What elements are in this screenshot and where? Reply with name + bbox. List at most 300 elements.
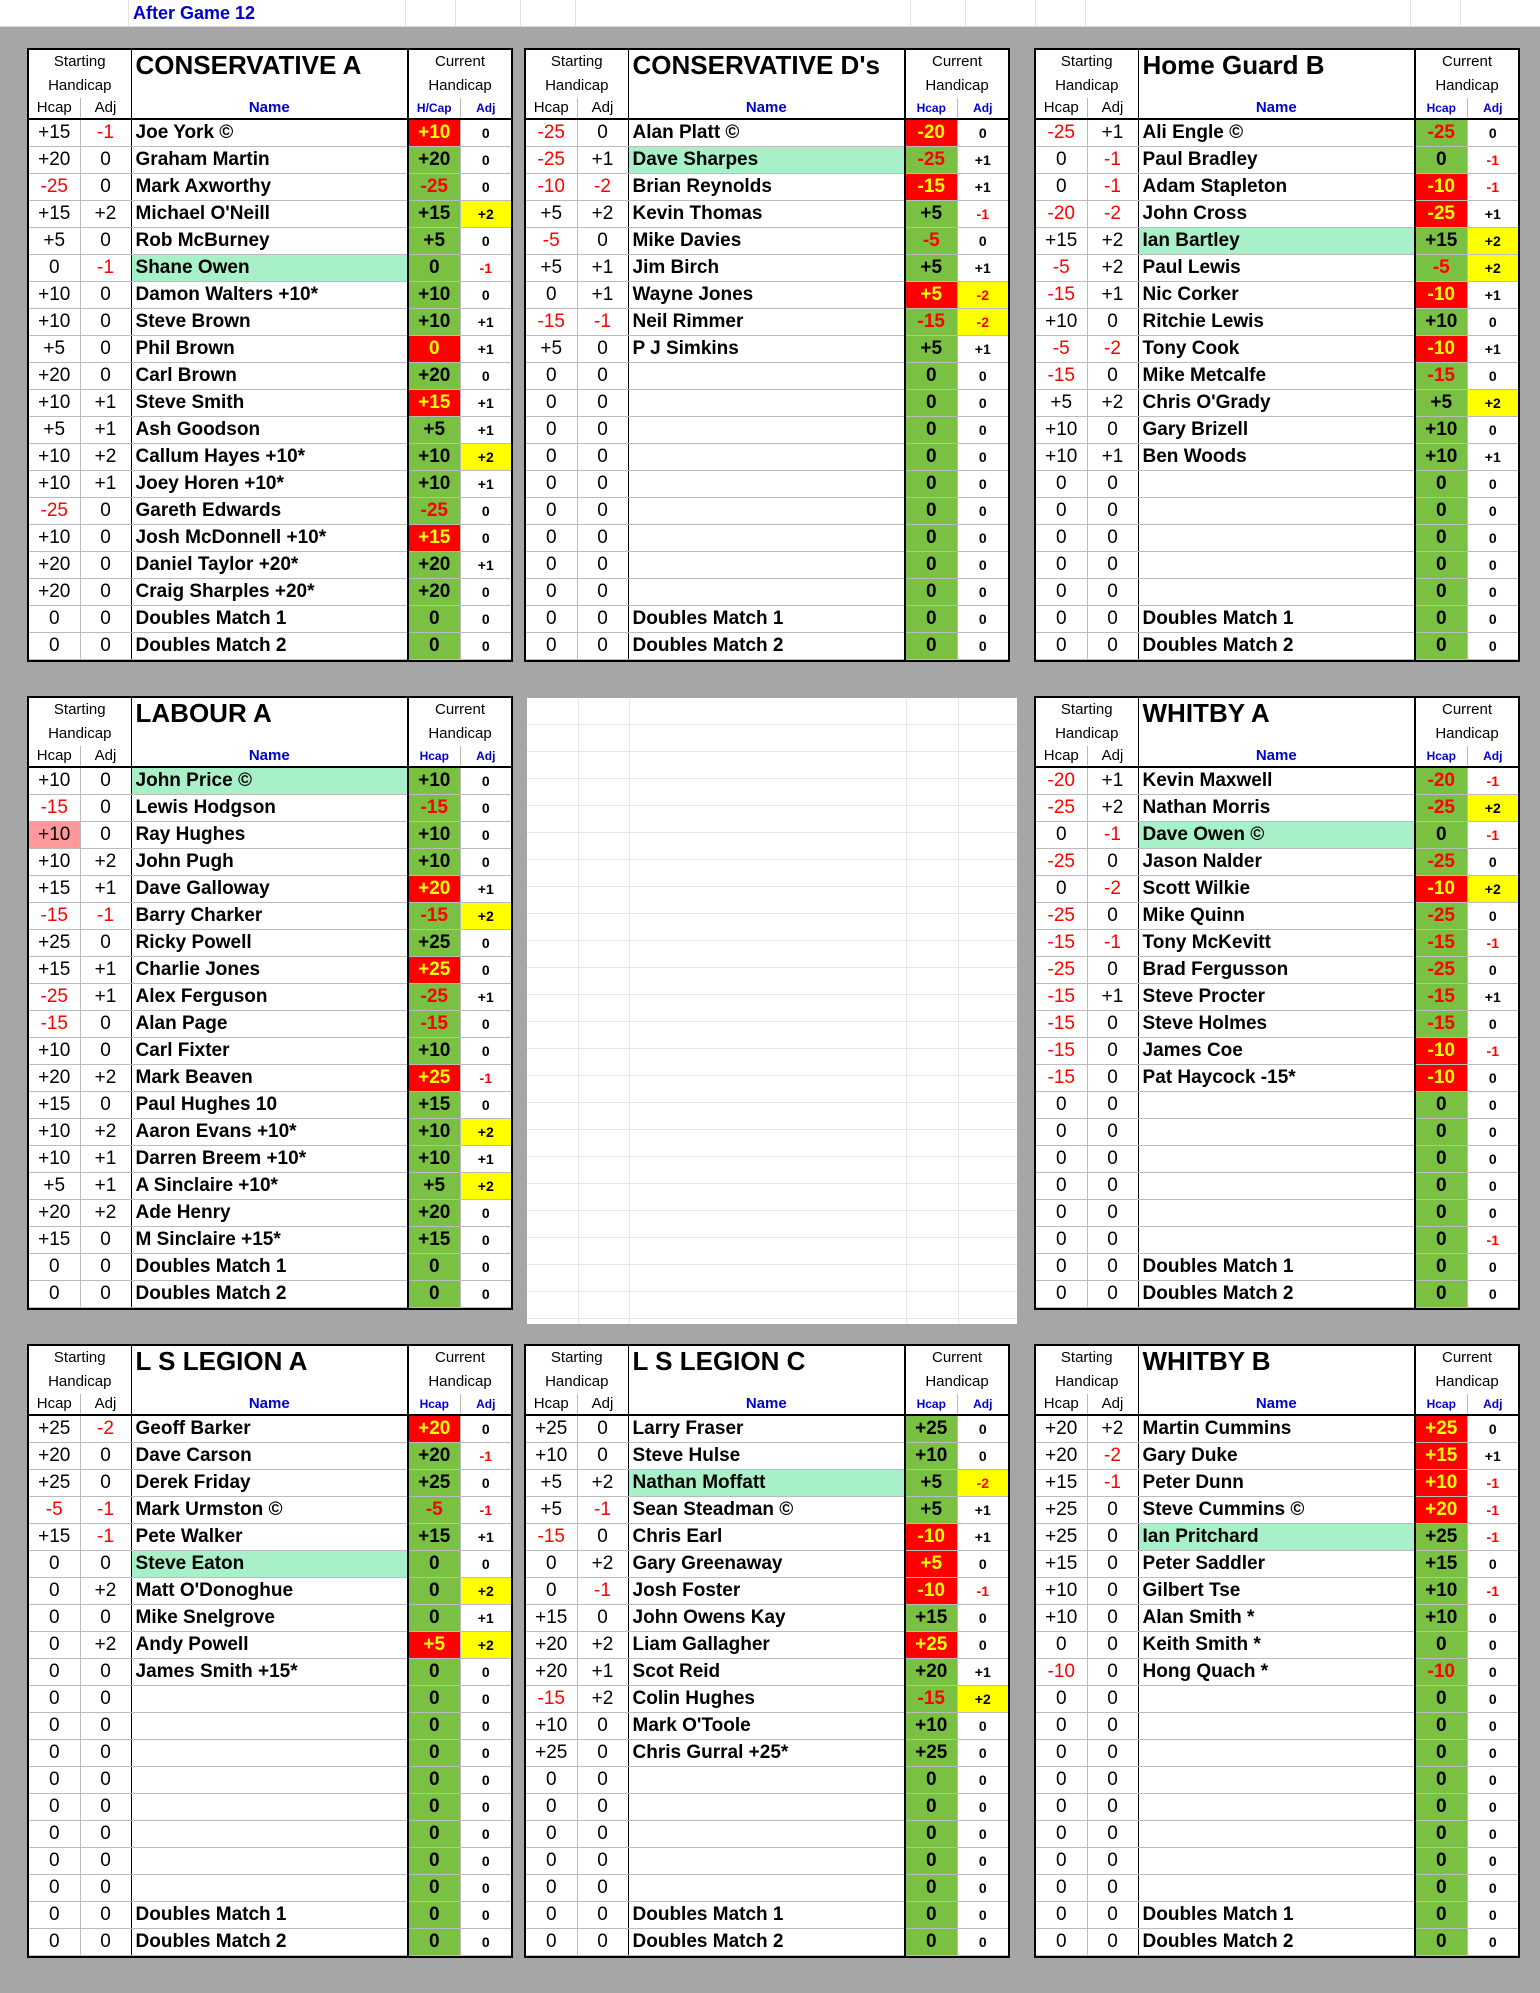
- player-row: [29, 1011, 511, 1038]
- starting-label: Starting: [53, 53, 106, 70]
- starting-adj: 0: [80, 1848, 131, 1875]
- starting-adj: +2: [1087, 228, 1138, 255]
- starting-adj: 0: [577, 1902, 628, 1929]
- player-name: Peter Saddler: [1138, 1551, 1415, 1578]
- starting-hcap: +25: [526, 1740, 577, 1767]
- player-name: Phil Brown: [131, 336, 408, 363]
- starting-hcap: 0: [1036, 822, 1087, 849]
- starting-hcap: 0: [526, 1848, 577, 1875]
- current-hcap: 0: [1415, 1740, 1467, 1767]
- starting-adj: 0: [1087, 849, 1138, 876]
- player-name: Darren Breem +10*: [131, 1146, 408, 1173]
- starting-hcap: +10: [29, 822, 80, 849]
- player-name: Geoff Barker: [131, 1415, 408, 1443]
- player-row: [526, 606, 1008, 633]
- player-name: Steve Procter: [1138, 984, 1415, 1011]
- starting-hcap: +15: [1036, 1470, 1087, 1497]
- player-name: Doubles Match 2: [131, 1281, 408, 1308]
- player-row: [1036, 255, 1518, 282]
- player-row: [29, 471, 511, 498]
- player-row: [1036, 1605, 1518, 1632]
- current-hcap: +20: [408, 552, 460, 579]
- starting-adj: -1: [1087, 930, 1138, 957]
- starting-hcap: 0: [1036, 876, 1087, 903]
- starting-hcap: -25: [29, 498, 80, 525]
- hcap-col-header: Hcap: [29, 746, 80, 767]
- player-name: Tony Cook: [1138, 336, 1415, 363]
- starting-adj: +2: [80, 444, 131, 471]
- player-row: [1036, 1227, 1518, 1254]
- current-adj: 0: [1467, 633, 1518, 660]
- player-name: [1138, 1173, 1415, 1200]
- starting-adj: +1: [80, 984, 131, 1011]
- current-adj: +1: [460, 390, 511, 417]
- starting-adj: 0: [80, 174, 131, 201]
- current-adj: -1: [1467, 1038, 1518, 1065]
- starting-adj: 0: [80, 1740, 131, 1767]
- current-hcap: -10: [1415, 282, 1467, 309]
- current-adj: -1: [1467, 1578, 1518, 1605]
- player-row: [29, 633, 511, 660]
- player-name: Carl Fixter: [131, 1038, 408, 1065]
- player-row: [1036, 1902, 1518, 1929]
- starting-hcap: +15: [526, 1605, 577, 1632]
- current-adj: 0: [957, 444, 1008, 471]
- current-adj: +1: [1467, 201, 1518, 228]
- starting-adj: 0: [80, 1713, 131, 1740]
- player-row: [1036, 1146, 1518, 1173]
- adj-col-header: Adj: [577, 98, 628, 119]
- starting-adj: 0: [1087, 957, 1138, 984]
- player-name: Alan Platt ©: [628, 119, 905, 147]
- current-adj: 0: [1467, 1065, 1518, 1092]
- current-hcap: +20: [408, 876, 460, 903]
- player-name: Callum Hayes +10*: [131, 444, 408, 471]
- starting-adj: 0: [80, 1902, 131, 1929]
- starting-hcap: 0: [29, 1551, 80, 1578]
- starting-hcap: 0: [1036, 498, 1087, 525]
- player-row: [1036, 363, 1518, 390]
- player-row: [526, 417, 1008, 444]
- player-name: Ricky Powell: [131, 930, 408, 957]
- player-row: [526, 1443, 1008, 1470]
- starting-hcap: 0: [29, 1740, 80, 1767]
- starting-hcap: +20: [29, 363, 80, 390]
- player-name: A Sinclaire +10*: [131, 1173, 408, 1200]
- starting-hcap: 0: [526, 444, 577, 471]
- current-hcap: +15: [1415, 1551, 1467, 1578]
- player-row: [1036, 201, 1518, 228]
- player-name: Mark Urmston ©: [131, 1497, 408, 1524]
- current-hcap: +20: [905, 1659, 957, 1686]
- current-adj-col-header: Adj: [460, 1394, 511, 1415]
- starting-adj: 0: [1087, 1632, 1138, 1659]
- player-name: Craig Sharples +20*: [131, 579, 408, 606]
- current-adj: 0: [957, 1551, 1008, 1578]
- starting-adj: 0: [1087, 903, 1138, 930]
- current-adj: 0: [957, 1632, 1008, 1659]
- player-name: [628, 498, 905, 525]
- current-hcap: -10: [905, 1578, 957, 1605]
- current-adj: 0: [957, 1821, 1008, 1848]
- starting-hcap: +20: [29, 1065, 80, 1092]
- starting-hcap: 0: [29, 1902, 80, 1929]
- current-adj: +2: [957, 1686, 1008, 1713]
- current-adj: 0: [460, 363, 511, 390]
- player-name: [131, 1794, 408, 1821]
- current-hcap: -15: [905, 1686, 957, 1713]
- player-row: [526, 1470, 1008, 1497]
- current-adj: 0: [1467, 606, 1518, 633]
- starting-adj: -1: [577, 309, 628, 336]
- current-hcap: 0: [1415, 1821, 1467, 1848]
- player-row: [29, 1740, 511, 1767]
- current-adj: 0: [460, 119, 511, 147]
- current-adj: +1: [1467, 984, 1518, 1011]
- starting-hcap: -15: [29, 1011, 80, 1038]
- current-adj: 0: [460, 498, 511, 525]
- starting-hcap: 0: [526, 552, 577, 579]
- starting-adj: 0: [80, 1794, 131, 1821]
- current-hcap: -10: [905, 1524, 957, 1551]
- player-name: James Smith +15*: [131, 1659, 408, 1686]
- player-name: Doubles Match 1: [131, 606, 408, 633]
- player-row: [1036, 984, 1518, 1011]
- starting-adj: 0: [1087, 1848, 1138, 1875]
- player-name: Shane Owen: [131, 255, 408, 282]
- player-name: John Cross: [1138, 201, 1415, 228]
- player-row: [29, 228, 511, 255]
- player-name: Steve Hulse: [628, 1443, 905, 1470]
- current-adj: 0: [460, 1227, 511, 1254]
- player-row: [1036, 552, 1518, 579]
- current-adj: 0: [1467, 1875, 1518, 1902]
- current-adj: 0: [1467, 1767, 1518, 1794]
- player-name: Peter Dunn: [1138, 1470, 1415, 1497]
- starting-hcap: +5: [1036, 390, 1087, 417]
- starting-adj: -1: [577, 1578, 628, 1605]
- starting-adj: 0: [1087, 606, 1138, 633]
- player-row: [29, 119, 511, 147]
- player-name: Doubles Match 2: [131, 633, 408, 660]
- current-hcap: -15: [1415, 984, 1467, 1011]
- starting-hcap: -25: [1036, 795, 1087, 822]
- current-adj: 0: [1467, 498, 1518, 525]
- current-hcap: -10: [1415, 1659, 1467, 1686]
- starting-adj: 0: [1087, 1119, 1138, 1146]
- player-row: [29, 1686, 511, 1713]
- player-name: [1138, 1146, 1415, 1173]
- starting-hcap: 0: [1036, 1821, 1087, 1848]
- current-hcap: +15: [905, 1605, 957, 1632]
- player-row: [1036, 282, 1518, 309]
- current-adj: 0: [1467, 1173, 1518, 1200]
- player-row: [1036, 390, 1518, 417]
- starting-hcap: +10: [526, 1713, 577, 1740]
- starting-handicap-label: Handicap: [1055, 77, 1119, 94]
- current-adj: 0: [1467, 1092, 1518, 1119]
- current-adj: 0: [460, 579, 511, 606]
- current-adj: +2: [1467, 255, 1518, 282]
- current-hcap: +10: [905, 1713, 957, 1740]
- current-adj: 0: [460, 1551, 511, 1578]
- player-row: [1036, 1119, 1518, 1146]
- starting-adj: 0: [80, 1551, 131, 1578]
- current-adj: +1: [460, 552, 511, 579]
- current-hcap: 0: [1415, 1848, 1467, 1875]
- player-row: [29, 1415, 511, 1443]
- handicap-table: [29, 1346, 511, 1956]
- player-row: [1036, 1821, 1518, 1848]
- current-hcap: 0: [1415, 1119, 1467, 1146]
- team-panel-p6: [27, 1344, 513, 1958]
- starting-hcap: -25: [526, 119, 577, 147]
- current-adj: +1: [460, 471, 511, 498]
- starting-hcap: +15: [29, 876, 80, 903]
- player-name: Doubles Match 1: [1138, 606, 1415, 633]
- player-name: Steve Holmes: [1138, 1011, 1415, 1038]
- player-name: Wayne Jones: [628, 282, 905, 309]
- starting-adj: 0: [1087, 1011, 1138, 1038]
- starting-adj: 0: [80, 147, 131, 174]
- starting-handicap-label: Handicap: [545, 1373, 609, 1390]
- starting-hcap: 0: [1036, 147, 1087, 174]
- current-adj: -1: [460, 1065, 511, 1092]
- player-row: [526, 201, 1008, 228]
- current-hcap: -25: [1415, 849, 1467, 876]
- current-adj: 0: [957, 1605, 1008, 1632]
- starting-hcap: 0: [526, 390, 577, 417]
- current-adj: 0: [957, 1902, 1008, 1929]
- current-hcap: -25: [1415, 903, 1467, 930]
- current-hcap: -15: [1415, 930, 1467, 957]
- player-name: Steve Cummins ©: [1138, 1497, 1415, 1524]
- starting-adj: -2: [1087, 876, 1138, 903]
- current-adj: -1: [1467, 174, 1518, 201]
- starting-adj: 0: [80, 767, 131, 795]
- player-name: [131, 1767, 408, 1794]
- adj-col-header: Adj: [577, 1394, 628, 1415]
- current-hcap: 0: [408, 1821, 460, 1848]
- player-name: Jason Nalder: [1138, 849, 1415, 876]
- starting-label: Starting: [1060, 701, 1113, 718]
- starting-hcap: -15: [526, 1686, 577, 1713]
- starting-label: Starting: [53, 1349, 106, 1366]
- starting-adj: 0: [577, 1821, 628, 1848]
- name-col-header: Name: [1138, 746, 1415, 767]
- current-hcap: 0: [408, 633, 460, 660]
- current-adj: +2: [460, 1119, 511, 1146]
- current-adj: 0: [1467, 309, 1518, 336]
- player-row: [1036, 119, 1518, 147]
- player-row: [29, 1632, 511, 1659]
- current-hcap: -5: [905, 228, 957, 255]
- current-adj: -1: [1467, 147, 1518, 174]
- player-name: Ade Henry: [131, 1200, 408, 1227]
- player-name: [1138, 1200, 1415, 1227]
- current-adj: 0: [1467, 1415, 1518, 1443]
- current-adj: +2: [460, 903, 511, 930]
- player-row: [526, 1659, 1008, 1686]
- current-hcap: 0: [905, 1794, 957, 1821]
- starting-adj: 0: [1087, 525, 1138, 552]
- handicap-table: [1036, 1346, 1518, 1956]
- starting-hcap: +20: [29, 1200, 80, 1227]
- current-hcap: +15: [408, 1227, 460, 1254]
- handicap-table: [1036, 698, 1518, 1308]
- starting-hcap: 0: [1036, 1227, 1087, 1254]
- current-hcap: 0: [1415, 471, 1467, 498]
- starting-hcap: +15: [29, 201, 80, 228]
- current-hcap: 0: [1415, 1929, 1467, 1956]
- current-adj: 0: [1467, 1794, 1518, 1821]
- current-adj: +1: [957, 1524, 1008, 1551]
- current-handicap-label: Handicap: [428, 77, 492, 94]
- current-hcap-col-header: Hcap: [1415, 98, 1467, 119]
- team-panel-p7: [524, 1344, 1010, 1958]
- starting-adj: 0: [1087, 1929, 1138, 1956]
- player-name: Kevin Maxwell: [1138, 767, 1415, 795]
- player-row: [29, 1092, 511, 1119]
- current-hcap: +25: [408, 957, 460, 984]
- player-name: James Coe: [1138, 1038, 1415, 1065]
- player-row: [526, 147, 1008, 174]
- current-hcap: -10: [1415, 1065, 1467, 1092]
- player-row: [1036, 309, 1518, 336]
- player-name: Ritchie Lewis: [1138, 309, 1415, 336]
- current-adj: +1: [957, 1659, 1008, 1686]
- player-name: [628, 579, 905, 606]
- player-row: [29, 201, 511, 228]
- starting-hcap: -15: [1036, 984, 1087, 1011]
- player-row: [1036, 876, 1518, 903]
- player-row: [29, 1227, 511, 1254]
- player-row: [29, 1875, 511, 1902]
- current-adj: -1: [460, 255, 511, 282]
- starting-adj: 0: [80, 1470, 131, 1497]
- player-name: Rob McBurney: [131, 228, 408, 255]
- player-row: [29, 1038, 511, 1065]
- starting-hcap: +15: [29, 957, 80, 984]
- current-adj: 0: [957, 498, 1008, 525]
- starting-hcap: +5: [526, 255, 577, 282]
- player-row: [526, 1767, 1008, 1794]
- starting-adj: 0: [1087, 1146, 1138, 1173]
- current-hcap: +10: [408, 471, 460, 498]
- player-name: Larry Fraser: [628, 1415, 905, 1443]
- player-name: [131, 1875, 408, 1902]
- starting-hcap: 0: [29, 1605, 80, 1632]
- current-hcap: +15: [408, 390, 460, 417]
- starting-adj: 0: [80, 930, 131, 957]
- starting-hcap: +5: [29, 417, 80, 444]
- starting-hcap: +15: [29, 119, 80, 147]
- current-adj: 0: [460, 282, 511, 309]
- current-adj: 0: [460, 228, 511, 255]
- starting-adj: 0: [1087, 1173, 1138, 1200]
- player-name: Michael O'Neill: [131, 201, 408, 228]
- player-row: [1036, 1173, 1518, 1200]
- current-adj: 0: [1467, 1929, 1518, 1956]
- player-name: [131, 1686, 408, 1713]
- player-name: [1138, 1686, 1415, 1713]
- current-adj: 0: [460, 1821, 511, 1848]
- player-name: Steve Smith: [131, 390, 408, 417]
- player-row: [1036, 1254, 1518, 1281]
- current-adj: 0: [460, 1254, 511, 1281]
- starting-hcap: +15: [1036, 228, 1087, 255]
- starting-adj: 0: [80, 1011, 131, 1038]
- player-row: [526, 1848, 1008, 1875]
- player-name: [1138, 1821, 1415, 1848]
- current-hcap: -15: [905, 174, 957, 201]
- player-name: Dave Owen ©: [1138, 822, 1415, 849]
- player-row: [29, 1659, 511, 1686]
- starting-hcap: 0: [1036, 1713, 1087, 1740]
- current-hcap: +15: [408, 201, 460, 228]
- player-row: [1036, 822, 1518, 849]
- current-hcap: 0: [408, 1254, 460, 1281]
- current-adj: 0: [957, 1415, 1008, 1443]
- current-hcap: -25: [1415, 795, 1467, 822]
- player-row: [1036, 903, 1518, 930]
- current-hcap: 0: [905, 363, 957, 390]
- starting-hcap: 0: [526, 1929, 577, 1956]
- starting-hcap: -25: [29, 984, 80, 1011]
- starting-hcap: 0: [1036, 1632, 1087, 1659]
- starting-adj: 0: [80, 633, 131, 660]
- player-row: [29, 363, 511, 390]
- current-hcap: 0: [408, 1686, 460, 1713]
- player-name: M Sinclaire +15*: [131, 1227, 408, 1254]
- player-row: [1036, 1092, 1518, 1119]
- current-handicap-label: Handicap: [428, 725, 492, 742]
- starting-adj: -1: [1087, 147, 1138, 174]
- starting-adj: 0: [80, 1686, 131, 1713]
- player-name: Kevin Thomas: [628, 201, 905, 228]
- player-row: [526, 1713, 1008, 1740]
- player-name: P J Simkins: [628, 336, 905, 363]
- starting-hcap: +25: [526, 1415, 577, 1443]
- current-adj: +1: [1467, 1443, 1518, 1470]
- starting-adj: +2: [1087, 1415, 1138, 1443]
- player-row: [526, 1551, 1008, 1578]
- starting-hcap: 0: [526, 633, 577, 660]
- player-row: [29, 822, 511, 849]
- starting-hcap: -5: [1036, 336, 1087, 363]
- current-hcap: 0: [905, 1821, 957, 1848]
- player-row: [526, 1794, 1008, 1821]
- starting-hcap: -15: [29, 795, 80, 822]
- current-label: Current: [1442, 53, 1493, 70]
- starting-hcap: +10: [29, 444, 80, 471]
- player-row: [29, 309, 511, 336]
- player-name: Damon Walters +10*: [131, 282, 408, 309]
- current-adj: 0: [957, 1740, 1008, 1767]
- player-name: Josh McDonnell +10*: [131, 525, 408, 552]
- starting-hcap: 0: [1036, 1848, 1087, 1875]
- starting-adj: -1: [80, 255, 131, 282]
- starting-hcap: 0: [29, 1281, 80, 1308]
- current-hcap: -10: [1415, 1038, 1467, 1065]
- player-row: [29, 444, 511, 471]
- current-hcap: +10: [1415, 1578, 1467, 1605]
- current-adj: 0: [1467, 1254, 1518, 1281]
- starting-adj: 0: [80, 1659, 131, 1686]
- starting-adj: 0: [80, 525, 131, 552]
- team-panel-p5: [1034, 696, 1520, 1310]
- team-panel-p3: [1034, 48, 1520, 662]
